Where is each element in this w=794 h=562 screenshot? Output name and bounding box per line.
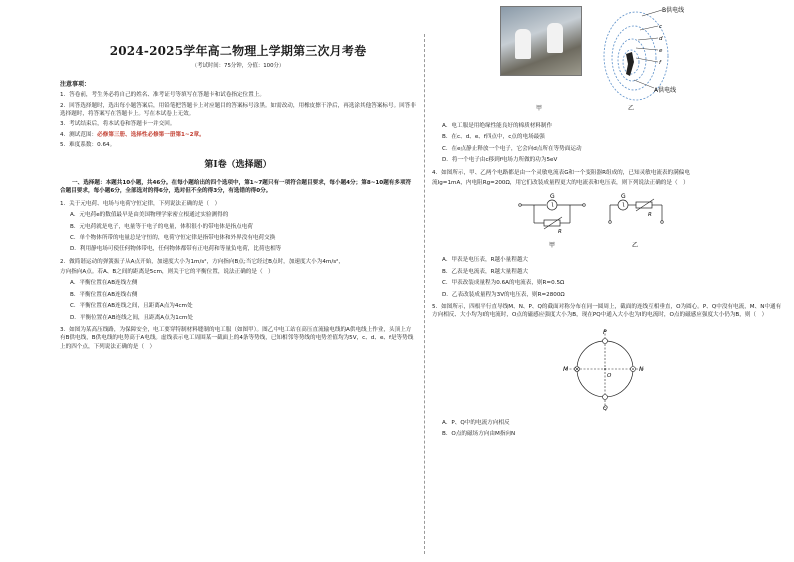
wire-q — [603, 394, 608, 399]
question-2-stem-2: 方向指向A点。若A、B之间的距离是5cm，则关于它的平衡位置，说法正确的是（ ） — [60, 269, 274, 276]
question-1-option-c: C．单个物体所带的电量总是守恒的，电荷守恒定律是指带电体和外界没有电荷交换 — [70, 234, 276, 241]
d-pointer — [638, 38, 658, 40]
note-3: 3．考试结束后，将本试卷和答题卡一并交回。 — [60, 121, 176, 128]
exam-info: （考试时间：75分钟，分值：100分） — [191, 63, 285, 69]
wire-circle-diagram — [560, 324, 650, 414]
question-5-option-b: B．O点的磁场方向由M指向N — [442, 431, 516, 438]
question-1-option-a: A．元电荷e的数值最早是由美国物理学家密立根通过实验测得的 — [70, 212, 229, 219]
circuit-jia — [514, 191, 604, 251]
galvanometer-yi — [618, 200, 628, 210]
label-n: N — [639, 365, 644, 373]
circuit-yi-terminal-right — [661, 221, 664, 224]
question-4-option-c: C．甲表改装成量程为0.6A的电流表，则R=0.5Ω — [442, 280, 565, 287]
question-2 — [60, 258, 416, 322]
question-5-stem: 5．如图所示，四根平行直导线M、N、P、Q的截面对称分布在同一圆周上，截面的连线互相垂直，O为圆心。P、Q中没有电流，M、N中通有方向相反、大小均为I的电流时，O点的磁感应强度大小为B，现在PQ中通入大小也为I的电流时，O点的磁感应强度大小仍为B，则（ ） — [432, 303, 782, 319]
question-4-option-d: D．乙表改装成量程为3V的电压表，则R=2800Ω — [442, 291, 565, 298]
question-5-option-a: A．P、Q中的电流方向相反 — [442, 419, 510, 426]
notes-heading: 注意事项： — [60, 81, 91, 89]
question-2-option-c: C．平衡位置在AB连线之间，且距离A点为4cm处 — [70, 303, 193, 310]
electrician-silhouette — [626, 52, 634, 76]
point-c-label: c — [659, 24, 663, 30]
circuit-jia-terminal-left — [519, 204, 522, 207]
question-1 — [60, 200, 416, 254]
question-3-option-d: D．将一个电子由c移到f电场力所做的功为5eV — [442, 157, 558, 164]
worker-figure-left — [515, 29, 531, 59]
point-f-label: f — [659, 60, 661, 66]
note-4-scope: 必修第三册、选择性必修第一册第1~2章。 — [97, 131, 205, 138]
question-4-option-b: B．乙表是电流表，R越大量程越大 — [442, 268, 529, 275]
question-4-option-a: A．甲表是电压表，R越小量程越大 — [442, 257, 529, 264]
question-2-option-b: B．平衡位置在AB连线右侧 — [70, 291, 138, 298]
wire-n-dot — [632, 368, 634, 370]
question-3-option-b: B．在c、d、e、f四点中，c点的电场最强 — [442, 134, 545, 141]
right-column — [432, 4, 782, 441]
circuit-yi — [604, 191, 684, 251]
e-pointer — [636, 48, 658, 50]
a-line-pointer — [634, 80, 654, 88]
wire-p — [603, 338, 608, 343]
question-1-option-b: B．元电荷就是电子，电量等于电子的电量，体积很小的带电体是指点电荷 — [70, 223, 253, 230]
question-3-stem: 3．如图为某高压线路，为保障安全，电工要穿特制材料缝制的电工服（如图甲）。图乙中电工站在高压直流输电线的A供电线上作业，头顶上方有B供电线，B供电线的电势高于A电线。虚线表示电工周围某一截面上的4条等势线，已知相邻等势线的电势差值均为5V，c、d、e、f是等势线上的四个点，下列说法正确的是（ ） — [60, 327, 414, 350]
question-3-option-c: C．在e点静止释放一个电子，它会向d点所在等势面运动 — [442, 145, 582, 152]
note-4 — [60, 131, 416, 139]
circuit-yi-g-label: G — [621, 193, 626, 201]
circuit-yi-r-label: R — [648, 212, 652, 219]
question-5 — [432, 303, 782, 439]
note-5: 5．难度系数：0.64。 — [60, 142, 116, 149]
galvanometer-jia — [547, 200, 557, 210]
question-3-option-a: A．电工服是用绝缘性能良好的棉质材料制作 — [442, 123, 553, 129]
circuit-jia-label: 甲 — [549, 242, 556, 250]
resistor-yi — [636, 202, 652, 208]
question-1-option-d: D．利用静电场可使任何物体带电，任何物体都带有正电荷和等量负电荷，比荷也相等 — [70, 246, 282, 253]
center-o-dot — [604, 368, 606, 370]
electrician-photo — [500, 6, 582, 76]
note-1: 1．答卷前，考生务必将自己的姓名、准考证号等填写在答题卡和试卷指定位置上。 — [60, 92, 265, 99]
question-5-figure — [432, 322, 782, 416]
circuit-jia-g-label: G — [550, 193, 555, 201]
question-2-stem-1: 2．做简谐运动的弹簧振子从A点开始，加速度大小为1m/s²，方向指向B点;当它经过B点时，加速度大小为4m/s²， — [60, 258, 344, 265]
question-4-stem-1: 4．如图所示，甲、乙两个电路都是由一个灵敏电流表G和一个变阻器R组成的，已知灵敏电流表的满偏电 — [432, 169, 690, 176]
question-3 — [60, 326, 416, 351]
circuit-jia-r-label: R — [558, 229, 562, 236]
label-o: O — [607, 372, 612, 379]
question-1-stem: 1．关于元电荷、电场与电荷守恒定律，下列说法正确的是（ ） — [60, 200, 221, 207]
left-column — [60, 36, 416, 353]
label-m: M — [563, 365, 569, 373]
b-line-pointer — [642, 10, 662, 16]
question-4 — [432, 169, 782, 299]
question-2-option-a: A．平衡位置在AB连线左侧 — [70, 280, 138, 287]
exam-title: 2024-2025学年高二物理上学期第三次月考卷 — [109, 44, 367, 58]
circuit-jia-terminal-right — [583, 204, 586, 207]
note-2: 2．回答选择题时，选出每小题答案后，用铅笔把答题卡上对应题目的答案标号涂黑。如需改动，用橡皮擦干净后，再选涂其他答案标号。回答非选择题时，将答案写在答题卡上。写在本试卷上无效。 — [60, 102, 416, 117]
question-2-option-d: D．平衡位置在AB连线之间，且距离A点为1cm处 — [70, 314, 193, 321]
b-line-label: B供电线 — [662, 7, 685, 14]
resistor-jia — [544, 220, 560, 226]
section-description: 一、选择题：本题共10小题，共46分。在每小题给出的四个选项中，第1~7题只有一项符合题目要求，每小题4分；第8~10题有多项符合题目要求，每小题6分，全部选对的得6分，选对但不全的得3分，有选错的得0分。 — [60, 179, 412, 195]
figure-label-yi: 乙 — [628, 105, 635, 112]
label-p: P — [603, 328, 607, 336]
question-3-figures — [432, 4, 782, 119]
question-4-stem-2: 流Ig=1mA，内电阻Rg=200Ω，用它们改装成量程更大的电流表和电压表，则下列说法正确的是（ ） — [432, 179, 689, 186]
point-e-label: e — [659, 48, 663, 54]
equipotential-diagram — [602, 4, 712, 116]
worker-figure-right — [547, 23, 563, 53]
note-4-prefix: 4．测试范围： — [60, 131, 98, 138]
volume-title: 第Ⅰ卷（选择题） — [204, 160, 272, 171]
figure-label-jia: 甲 — [536, 105, 543, 112]
point-d-label: d — [659, 36, 663, 42]
question-4-circuits — [432, 189, 782, 253]
a-line-label: A供电线 — [654, 87, 677, 94]
circuit-yi-terminal-left — [609, 221, 612, 224]
circuit-yi-label: 乙 — [632, 242, 639, 250]
label-q: Q — [603, 404, 608, 412]
column-divider — [424, 34, 425, 554]
c-pointer — [640, 26, 658, 30]
